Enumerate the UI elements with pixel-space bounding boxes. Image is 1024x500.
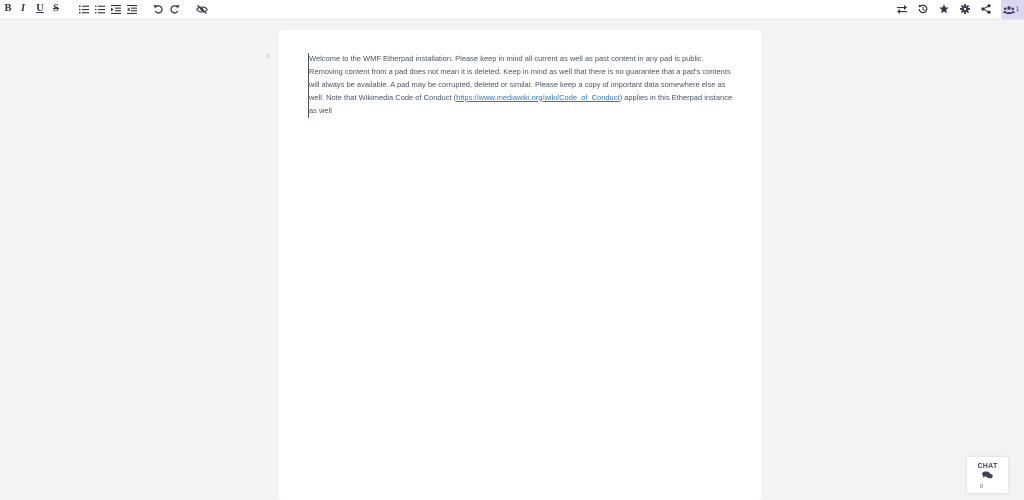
indent-icon (111, 5, 121, 14)
bold-button[interactable] (0, 1, 16, 17)
redo-icon (170, 4, 180, 14)
settings-button[interactable] (957, 1, 973, 17)
import-export-icon (897, 5, 907, 14)
redo-button[interactable] (167, 1, 183, 17)
underline-button[interactable] (32, 1, 48, 17)
chat-bubbles-icon (982, 471, 993, 479)
strikethrough-button[interactable] (48, 1, 64, 17)
star-icon (939, 4, 949, 14)
users-icon (1003, 6, 1015, 14)
timeslider-button[interactable] (915, 1, 931, 17)
clear-authorship-icon (196, 5, 208, 14)
import-export-button[interactable] (894, 1, 910, 17)
undo-icon (153, 4, 163, 14)
unordered-list-button[interactable] (92, 1, 108, 17)
users-button[interactable] (1001, 0, 1024, 19)
chat-button[interactable] (967, 457, 1008, 493)
code-of-conduct-link[interactable]: https://www.mediawiki.org/wiki/Code_of_Conduct (456, 92, 620, 102)
chat-label: CHAT (977, 463, 998, 470)
outdent-button[interactable] (124, 1, 140, 17)
settings-icon (960, 4, 970, 14)
outdent-icon (127, 5, 137, 14)
share-button[interactable] (978, 1, 994, 17)
strikethrough-icon: S (53, 3, 59, 14)
ordered-list-icon (79, 5, 89, 14)
share-icon (981, 4, 991, 14)
editbar (0, 0, 1024, 20)
clear-authorship-button[interactable] (194, 1, 210, 17)
bold-icon: B (4, 3, 12, 14)
italic-icon: I (20, 3, 26, 14)
unordered-list-icon (95, 5, 105, 14)
italic-button[interactable] (15, 1, 31, 17)
saved-revision-button[interactable] (936, 1, 952, 17)
pad-text-outro: ) applies in this Etherpad instance as well (309, 92, 733, 115)
ordered-list-button[interactable] (76, 1, 92, 17)
timeslider-icon (918, 4, 928, 14)
pad-text[interactable] (308, 53, 734, 118)
line-number: 1 (267, 54, 271, 60)
chat-unread-count: 0 (980, 484, 984, 490)
pad-text-intro: Welcome to the WMF Etherpad installation. Please keep in mind all current as well as past content in any pad is public. Removing content from a pad does not mean it is deleted. Keep in mind as well that there is no guarantee that a pad's contents will always be available. A pad may be corrupted, deleted or similar. Please keep a copy of important data somewhere else as well. Note that Wikimedia Code of Conduct ( (309, 54, 731, 102)
user-count: 1 (1016, 6, 1020, 13)
undo-button[interactable] (150, 1, 166, 17)
indent-button[interactable] (108, 1, 124, 17)
underline-icon: U (36, 3, 44, 14)
